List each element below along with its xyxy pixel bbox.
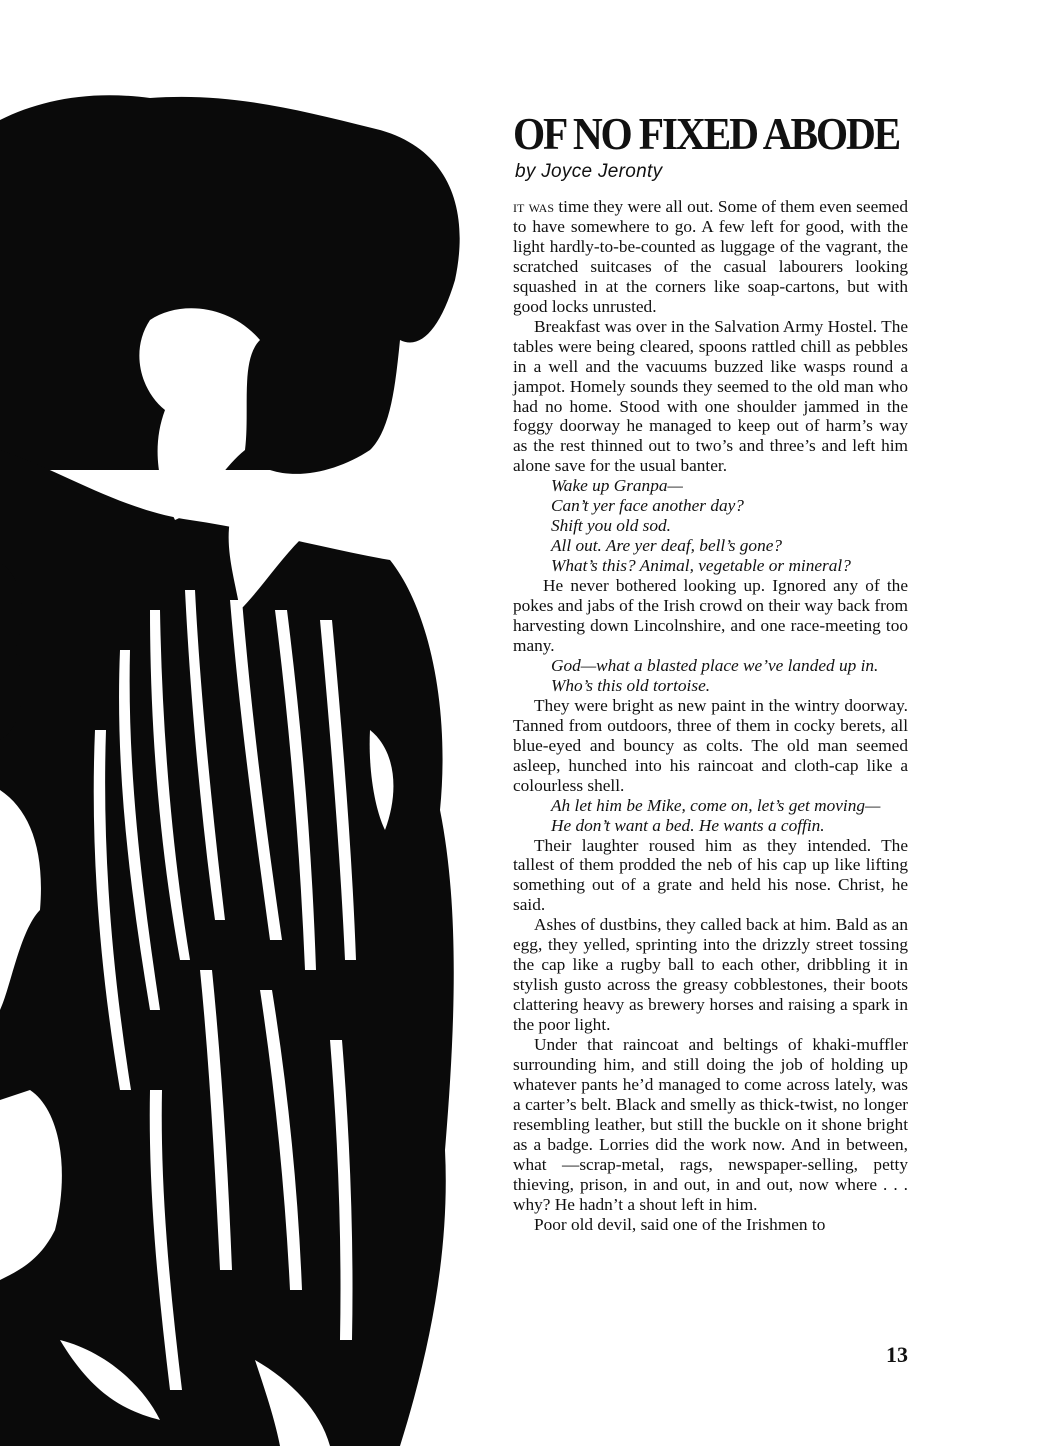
dialogue-line: God—what a blasted place we’ve landed up in. [551,655,879,675]
paragraph: He never bothered looking up. Ignored any of the pokes and jabs of the Irish crowd on their way back from harvesting down Lincolnshire, and one race-meeting too many. [513,576,908,655]
dialogue-block [513,796,908,836]
paragraph: They were bright as new paint in the wintry doorway. Tanned from outdoors, three of them in cocky berets, all blue-eyed and bouncy as colts. The old man seemed asleep, hunched into his raincoat and cloth-cap like a colourless shell. [513,695,908,795]
paragraph: Ashes of dustbins, they called back at him. Bald as an egg, they yelled, sprinting into the drizzly street tossing the cap like a rugby ball to each other, dribbling it in stylish gusto across the greasy cobblestones, their boots clattering heavy as brewery horses and raising a spark in the poor light. [513,915,908,1035]
dialogue-line: What’s this? Animal, vegetable or mineral? [551,556,851,576]
dialogue-line: Who’s this old tortoise. [551,675,711,695]
paragraph: Their laughter roused him as they intended. The tallest of them prodded the neb of his cap up like lifting something out of a grate and held his nose. Christ, he said. [513,835,908,915]
eye-highlight [180,360,200,384]
article-title: OF NO FIXED ABODE [513,108,900,159]
dialogue-line: Can’t yer face another day? [551,496,744,516]
article-body [513,197,908,1235]
byline: by Joyce Jeronty [515,161,663,182]
dialogue-line: Ah let him be Mike, come on, let’s get moving— [551,795,881,815]
page-number: 13 [886,1342,908,1367]
ink-figure-illustration [0,90,470,1446]
dialogue-block [513,656,908,696]
figure-body-shape [0,450,454,1446]
paragraph: Under that raincoat and beltings of khaki-muffler surrounding him, and still doing the job of holding up whatever pants he’d managed to come across lately, was a carter’s belt. Black and smelly as thick-twist, no longer resembling leather, but still the buckle on it shone bright as a badge. Lorries did the work now. And in between, what —scrap-metal, rags, newspaper-selling, petty thieving, prison, in and out, in and out, now where . . . why? He hadn’t a shout left in him. [513,1035,908,1214]
paragraph: Poor old devil, said one of the Irishmen to [534,1214,826,1234]
dialogue-line: All out. Are yer deaf, bell’s gone? [551,536,783,556]
lead-in: it was [513,197,555,216]
dialogue-line: Shift you old sod. [551,516,672,536]
dialogue-block [513,476,908,576]
paragraph: it was time they were all out. Some of them even seemed to have somewhere to go. A few left for good, with the light hardly-to-be-counted as luggage of the vagrant, the scratched suitcases of the casual labourers looking squashed in at the corners like soap-cartons, but with good locks unrusted. [513,197,908,316]
dialogue-line: He don’t want a bed. He wants a coffin. [551,815,825,835]
paragraph: Breakfast was over in the Salvation Army Hostel. The tables were being cleared, spoons rattled chill as pebbles in a well and the vacuums buzzed like wasps round a jampot. Homely sounds they seemed to the old man who had no home. Stood with one shoulder jammed in the foggy doorway he managed to keep out of harm’s way as the rest thinned out to two’s and three’s and left him alone save for the usual banter. [513,316,908,476]
dialogue-line: Wake up Granpa— [551,476,683,496]
